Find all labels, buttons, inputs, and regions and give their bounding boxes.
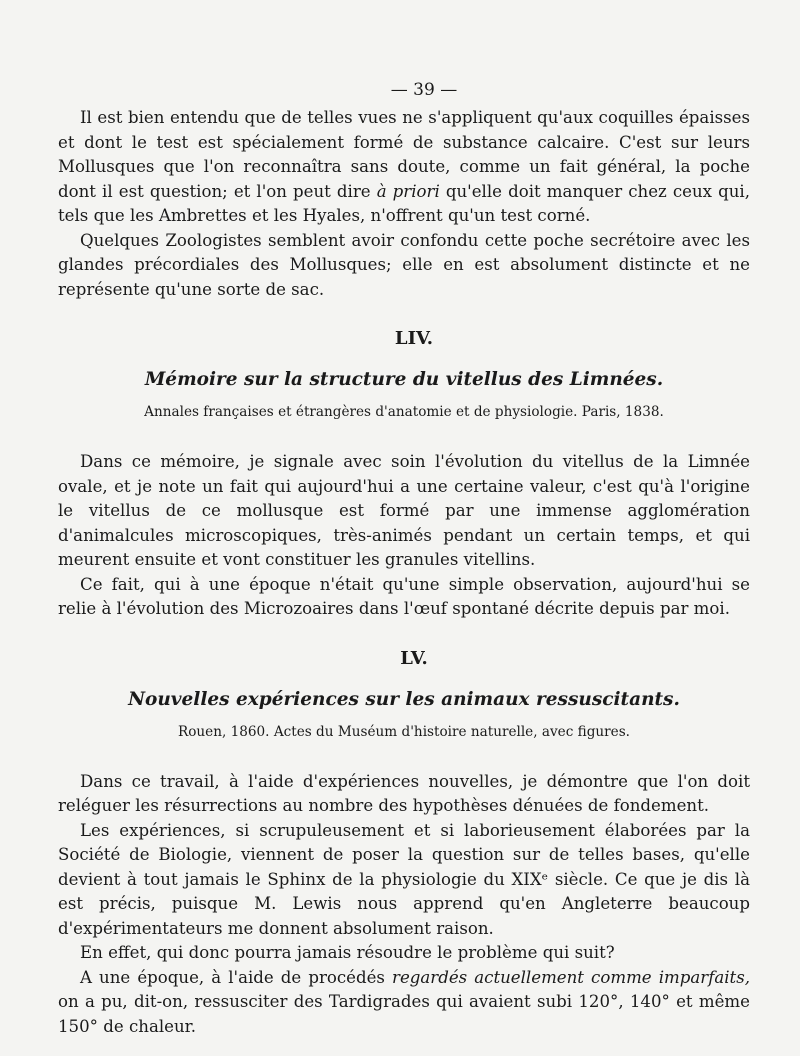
section-liv-number: LIV.	[394, 328, 434, 349]
lv-p4-text-a: A une époque, à l'aide de procédés	[80, 967, 393, 987]
section-lv-title: Nouvelles expériences sur les animaux ressuscitants.	[128, 688, 680, 710]
intro-paragraph-1	[58, 106, 750, 229]
intro-p1-text-b: qu'elle doit manquer chez ceux qui, tels que les Ambrettes et les Hyales, n'offrent qu'un test corné.	[58, 181, 750, 225]
page-number: — 39 —	[390, 80, 458, 100]
section-liv-paragraph-1: Dans ce mémoire, je signale avec soin l'évolution du vitellus de la Limnée ovale, et je note un fait qui aujourd'hui a une certaine valeur, c'est qu'à l'origine le vitellus de ce mollusque est formé par une immense agglomération d'animalcules microscopiques, très-animés pendant un certain temps, et qui meurent ensuite et vont constituer les granules vitellins.	[58, 452, 750, 569]
lv-p4-text-b: on a pu, dit-on, ressusciter des Tardigrades qui avaient subi 120°, 140° et même 150° de chaleur.	[58, 992, 750, 1036]
intro-p1-italic: à priori	[376, 181, 440, 201]
section-lv-paragraph-2: Les expériences, si scrupuleusement et si laborieusement élaborées par la Société de Biologie, viennent de poser la question sur de telles bases, qu'elle devient à tout jamais le Sphinx de la physiologie du XIXᵉ siècle. Ce que je dis là est précis, puisque M. Lewis nous apprend qu'en Angleterre beaucoup d'expérimentateurs me donnent absolument raison.	[58, 820, 750, 938]
section-lv-number: LV.	[400, 647, 428, 669]
intro-paragraph-2: Quelques Zoologistes semblent avoir confondu cette poche secrétoire avec les glandes précordiales des Mollusques; elle en est absolument distincte et ne représente qu'une sorte de sac.	[58, 230, 750, 299]
intro-p1-text-a: Il est bien entendu que de telles vues ne s'appliquent qu'aux coquilles épaisses et dont le test est spécialement formé de substance calcaire. C'est sur leurs Mollusques que l'on reconnaîtra sans doute, comme un fait général, la poche dont il est question; et l'on peut dire	[58, 108, 750, 201]
section-lv-source: Rouen, 1860. Actes du Muséum d'histoire naturelle, avec figures.	[177, 723, 631, 740]
lv-p4-italic: regardés actuellement comme imparfaits,	[392, 967, 750, 987]
section-liv-source: Annales françaises et étrangères d'anatomie et de physiologie. Paris, 1838.	[144, 404, 664, 420]
section-lv-paragraph-3: En effet, qui donc pourra jamais résoudre le problème qui suit?	[80, 943, 615, 962]
section-lv-paragraph-1: Dans ce travail, à l'aide d'expériences nouvelles, je démontre que l'on doit reléguer les résurrections au nombre des hypothèses dénuées de fondement.	[58, 771, 750, 815]
section-liv-title: Mémoire sur la structure du vitellus des Limnées.	[144, 369, 664, 390]
section-liv-paragraph-2: Ce fait, qui à une époque n'était qu'une simple observation, aujourd'hui se relie à l'évolution des Microzoaires dans l'œuf spontané décrite depuis par moi.	[58, 574, 750, 618]
section-lv-paragraph-4	[58, 966, 750, 1040]
